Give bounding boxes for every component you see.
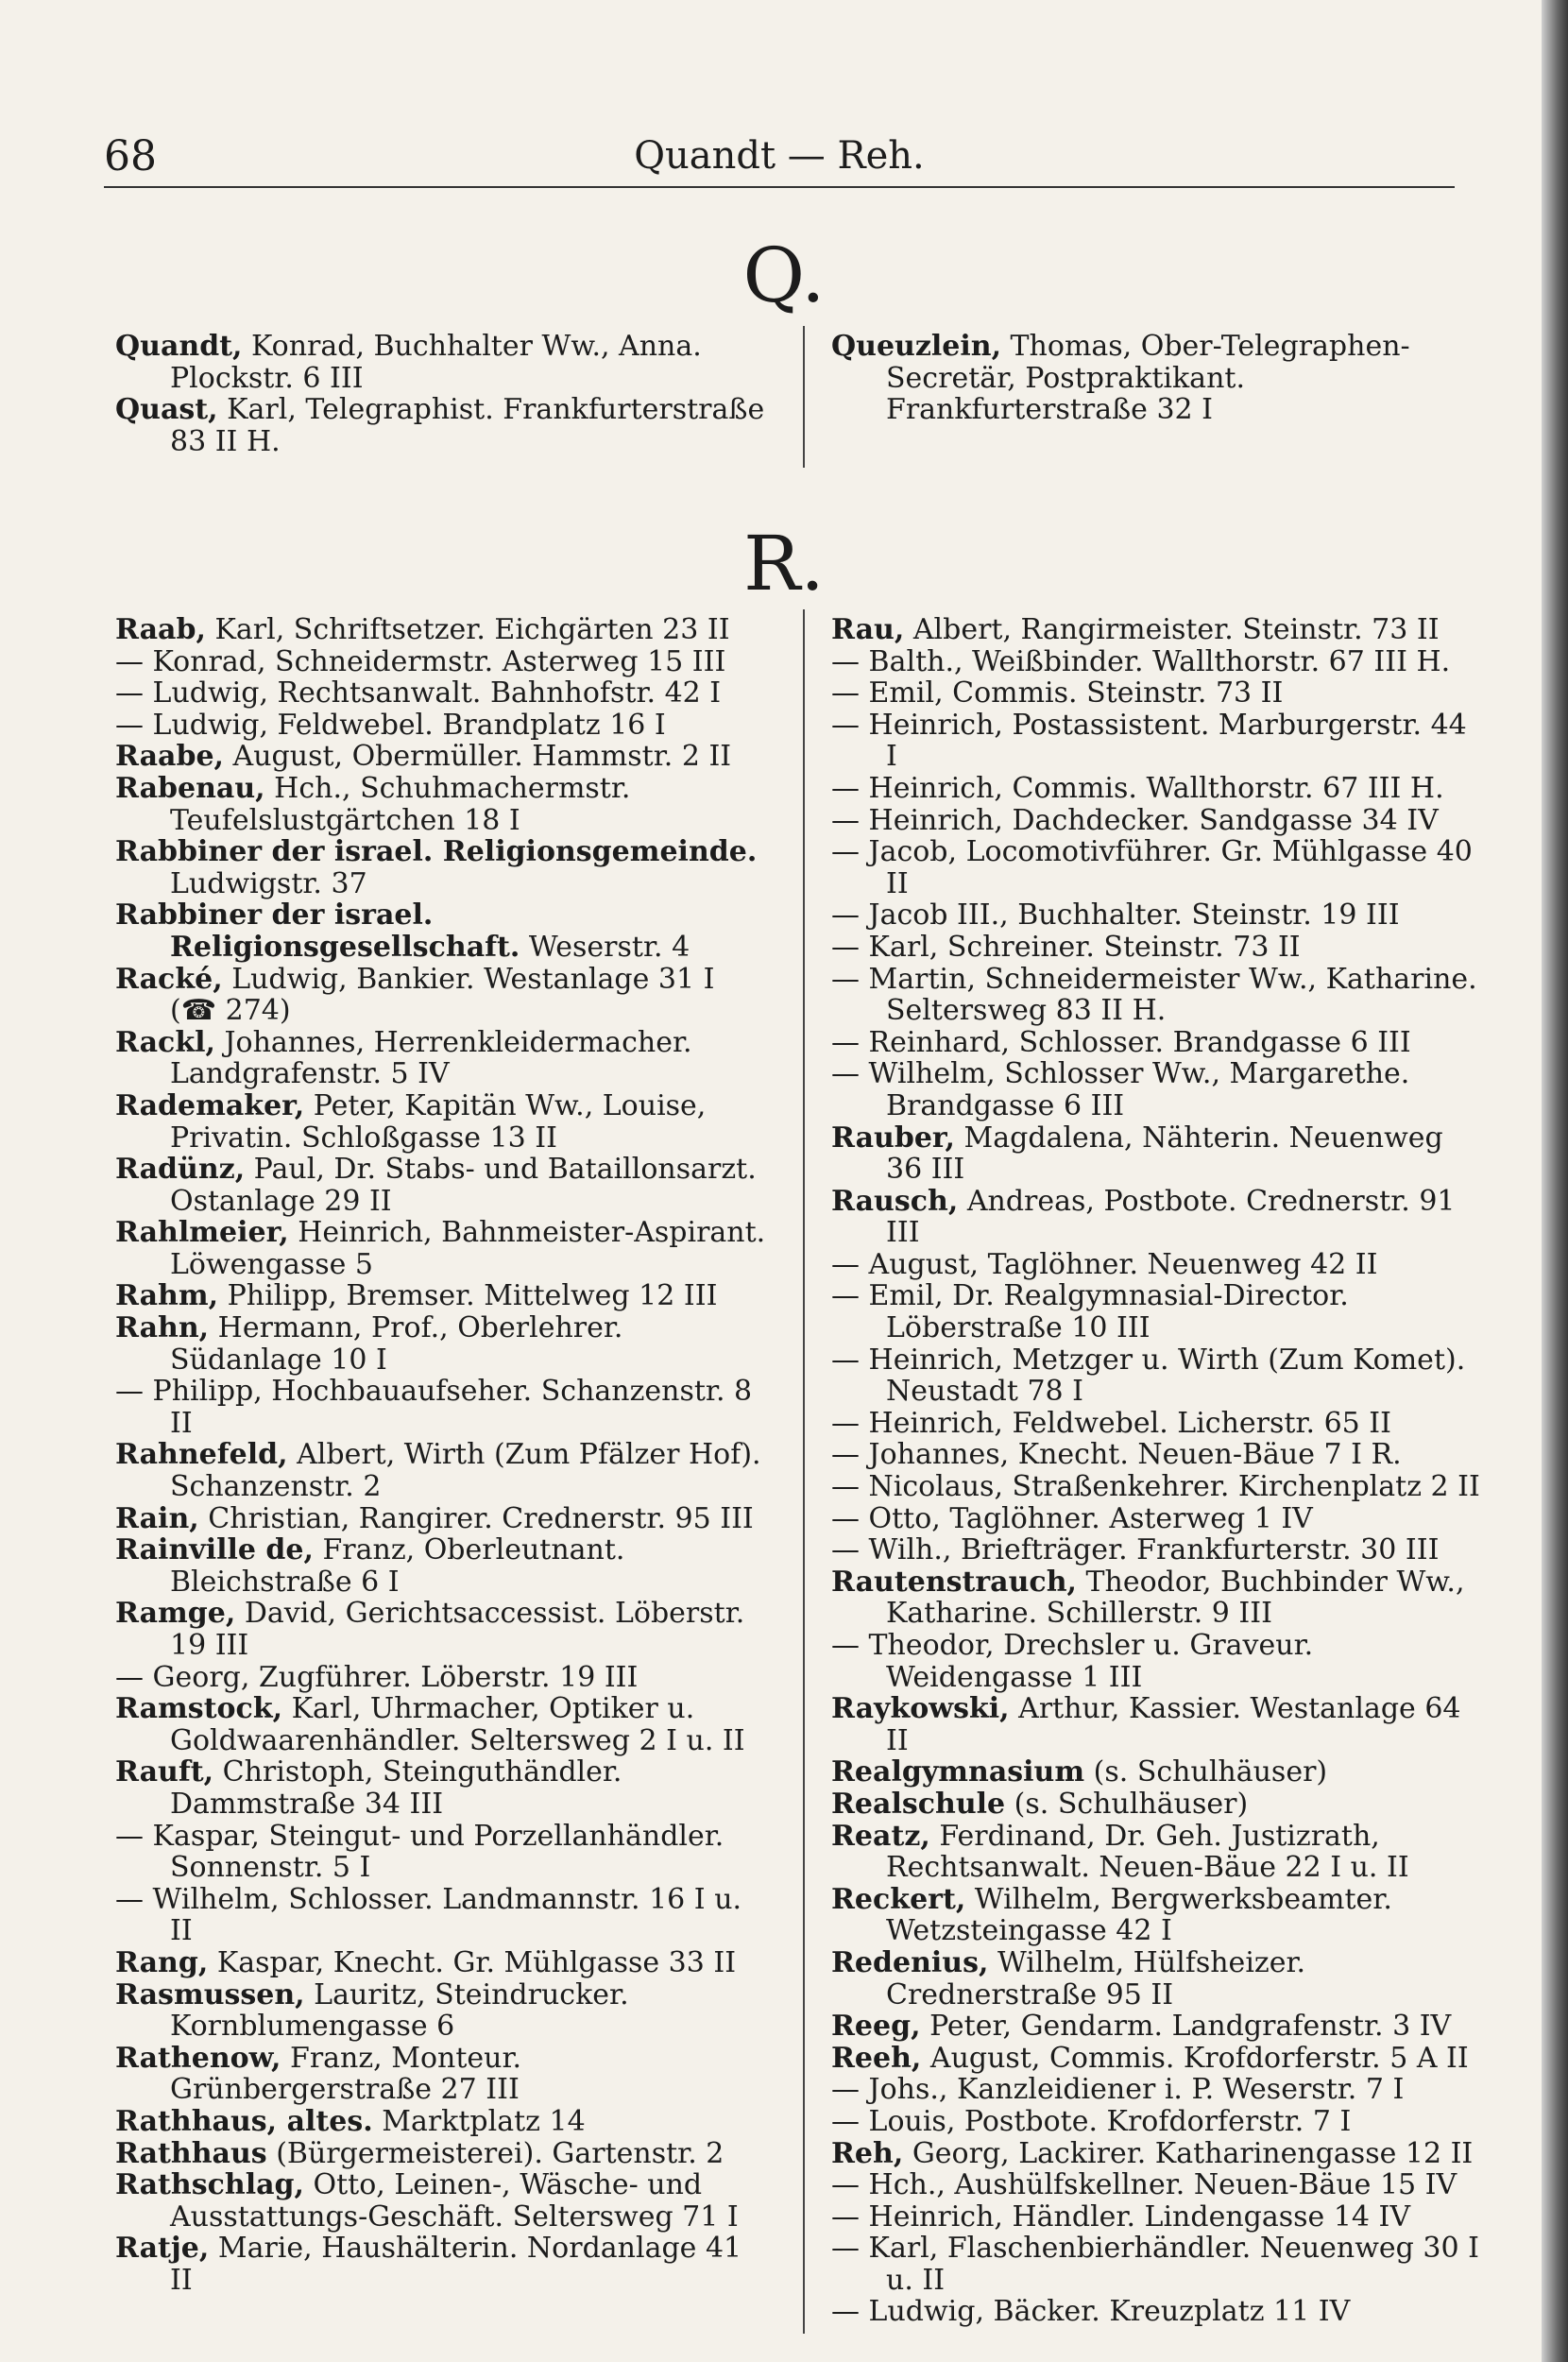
column-divider-q xyxy=(803,326,805,468)
directory-entry xyxy=(115,964,767,1027)
entry-text: — Karl, Schreiner. Steinstr. 73 II xyxy=(831,930,1301,964)
entry-text: — Heinrich, Commis. Wallthorstr. 67 III H. xyxy=(831,771,1444,805)
entry-text: — Wilh., Briefträger. Frankfurterstr. 30 III xyxy=(831,1533,1440,1567)
entry-text: Hermann, Prof., Oberlehrer. Südanlage 10 I xyxy=(170,1311,623,1377)
directory-entry xyxy=(115,1154,767,1217)
entry-headword: Rang, xyxy=(115,1945,209,1979)
directory-entry xyxy=(831,1693,1483,1756)
entry-headword: Rain, xyxy=(115,1501,199,1535)
entry-text: — Balth., Weißbinder. Wallthorstr. 67 III H. xyxy=(831,644,1451,678)
entry-text: David, Gerichtsaccessist. Löberstr. 19 III xyxy=(170,1597,745,1662)
directory-entry xyxy=(115,1376,767,1439)
entry-text: Christian, Rangirer. Crednerstr. 95 III xyxy=(198,1501,754,1535)
entry-text: — Ludwig, Rechtsanwalt. Bahnhofstr. 42 I xyxy=(115,676,722,710)
directory-entry xyxy=(115,2169,767,2233)
entry-text: August, Obermüller. Hammstr. 2 II xyxy=(224,740,732,774)
directory-entry xyxy=(831,1821,1483,1884)
directory-entry xyxy=(831,1027,1483,1059)
directory-entry xyxy=(831,331,1483,426)
entry-headword: Realschule xyxy=(831,1787,1006,1821)
entry-headword: Reeg, xyxy=(831,2010,921,2044)
directory-entry xyxy=(115,646,767,678)
entry-text: Ludwigstr. 37 xyxy=(170,866,367,900)
entry-headword: Rabbiner der israel. Religionsgesellschaft. xyxy=(115,899,520,964)
directory-entry xyxy=(115,1312,767,1376)
book-edge xyxy=(1542,0,1568,2362)
directory-entry xyxy=(831,614,1483,646)
entry-headword: Rautenstrauch, xyxy=(831,1565,1077,1599)
entry-text: — Heinrich, Händler. Lindengasse 14 IV xyxy=(831,2199,1411,2234)
entry-headword: Raab, xyxy=(115,613,206,646)
entry-text: — Emil, Dr. Realgymnasial-Director. Löberstraße 10 III xyxy=(831,1279,1349,1345)
entry-text: Marktplatz 14 xyxy=(372,2104,586,2138)
entry-text: (s. Schulhäuser) xyxy=(1005,1787,1249,1821)
directory-entry xyxy=(831,836,1483,899)
directory-entry xyxy=(115,1884,767,1947)
entry-text: Andreas, Postbote. Crednerstr. 91 III xyxy=(886,1184,1456,1250)
entry-text: Peter, Kapitän Ww., Louise, Privatin. Schloßgasse 13 II xyxy=(170,1088,707,1155)
directory-entry xyxy=(115,836,767,899)
entry-text: Arthur, Kassier. Westanlage 64 II xyxy=(886,1692,1461,1757)
directory-entry xyxy=(831,1439,1483,1471)
entry-headword: Raykowski, xyxy=(831,1692,1010,1726)
directory-entry xyxy=(115,1534,767,1598)
directory-entry xyxy=(115,1598,767,1661)
directory-entry xyxy=(831,710,1483,773)
column-q-right xyxy=(831,331,1483,426)
entry-text: — Kaspar, Steingut- und Porzellanhändler. Sonnenstr. 5 I xyxy=(115,1819,724,1885)
entry-headword: Reatz, xyxy=(831,1819,930,1853)
entry-text: — Georg, Zugführer. Löberstr. 19 III xyxy=(115,1660,639,1694)
directory-entry xyxy=(831,1789,1483,1821)
page-number: 68 xyxy=(104,132,157,180)
entry-text: Konrad, Buchhalter Ww., Anna. Plockstr. 6 III xyxy=(170,330,702,395)
entry-text: — Heinrich, Dachdecker. Sandgasse 34 IV xyxy=(831,803,1439,837)
directory-entry xyxy=(115,1947,767,1979)
entry-text: August, Commis. Krofdorferstr. 5 A II xyxy=(921,2041,1469,2075)
directory-entry xyxy=(831,646,1483,678)
entry-headword: Rasmussen, xyxy=(115,1977,305,2011)
directory-entry xyxy=(831,1756,1483,1789)
entry-text: — Wilhelm, Schlosser Ww., Margarethe. Brandgasse 6 III xyxy=(831,1057,1410,1122)
entry-headword: Rau, xyxy=(831,613,905,646)
header-rule xyxy=(104,186,1455,188)
directory-entry xyxy=(115,1503,767,1535)
entry-headword: Ramstock, xyxy=(115,1692,283,1726)
entry-text: — Johs., Kanzleidiener i. P. Weserstr. 7 I xyxy=(831,2073,1405,2107)
entry-text: Kaspar, Knecht. Gr. Mühlgasse 33 II xyxy=(208,1945,737,1979)
entry-text: Christoph, Steinguthändler. Dammstraße 34 III xyxy=(170,1755,622,1821)
entry-text: Weserstr. 4 xyxy=(520,930,690,964)
entry-text: — Heinrich, Metzger u. Wirth (Zum Komet). Neustadt 78 I xyxy=(831,1343,1466,1409)
entry-text: Johannes, Herrenkleidermacher. Landgrafenstr. 5 IV xyxy=(170,1025,692,1091)
directory-entry xyxy=(831,1280,1483,1344)
directory-entry xyxy=(831,1186,1483,1249)
entry-headword: Rauber, xyxy=(831,1121,956,1155)
directory-entry xyxy=(115,1756,767,1820)
directory-entry xyxy=(115,773,767,836)
directory-entry xyxy=(831,2296,1483,2328)
directory-entry xyxy=(831,677,1483,710)
directory-entry xyxy=(831,1947,1483,2011)
entry-text: — Otto, Taglöhner. Asterweg 1 IV xyxy=(831,1501,1313,1535)
entry-text: — Karl, Flaschenbierhändler. Neuenweg 30 I u. II xyxy=(831,2232,1479,2297)
entry-text: Lauritz, Steindrucker. Kornblumengasse 6 xyxy=(170,1977,629,2044)
directory-entry xyxy=(115,2043,767,2106)
directory-entry xyxy=(115,1693,767,1756)
directory-entry xyxy=(115,1979,767,2043)
entry-text: — Philipp, Hochbauaufseher. Schanzenstr. 8 II xyxy=(115,1375,753,1440)
directory-entry xyxy=(831,1344,1483,1408)
directory-entry xyxy=(831,2233,1483,2296)
entry-headword: Rathhaus xyxy=(115,2136,267,2170)
entry-text: Wilhelm, Bergwerksbeamter. Wetzsteingasse 42 I xyxy=(886,1882,1392,1948)
directory-entry xyxy=(115,1821,767,1884)
entry-headword: Rainville de, xyxy=(115,1533,314,1567)
directory-entry xyxy=(115,2233,767,2296)
directory-entry xyxy=(831,2043,1483,2075)
directory-entry xyxy=(831,2106,1483,2138)
entry-headword: Rademaker, xyxy=(115,1088,305,1122)
entry-headword: Ramge, xyxy=(115,1597,236,1631)
entry-text: Albert, Rangirmeister. Steinstr. 73 II xyxy=(904,613,1440,646)
entry-headword: Rauft, xyxy=(115,1755,214,1789)
entry-text: (Bürgermeisterei). Gartenstr. 2 xyxy=(266,2136,724,2170)
entry-headword: Rathhaus, altes. xyxy=(115,2104,373,2138)
entry-text: Magdalena, Nähterin. Neuenweg 36 III xyxy=(886,1121,1443,1187)
directory-entry xyxy=(831,1884,1483,1947)
entry-text: Georg, Lackirer. Katharinengasse 12 II xyxy=(903,2136,1474,2170)
directory-entry xyxy=(831,805,1483,837)
column-r-right xyxy=(831,614,1483,2328)
directory-entry xyxy=(831,1122,1483,1186)
entry-text: — Jacob, Locomotivführer. Gr. Mühlgasse 40 II xyxy=(831,835,1473,900)
entry-headword: Reckert, xyxy=(831,1882,966,1916)
entry-text: (s. Schulhäuser) xyxy=(1084,1755,1328,1789)
entry-headword: Queuzlein, xyxy=(831,330,1002,363)
column-q-left xyxy=(115,331,767,457)
entry-headword: Reh, xyxy=(831,2136,904,2170)
entry-text: — Johannes, Knecht. Neuen-Bäue 7 I R. xyxy=(831,1438,1402,1472)
entry-headword: Quandt, xyxy=(115,330,243,363)
entry-text: — Louis, Postbote. Krofdorferstr. 7 I xyxy=(831,2104,1352,2138)
entry-headword: Quast, xyxy=(115,393,218,427)
directory-entry xyxy=(831,1503,1483,1535)
entry-text: Hch., Schuhmachermstr. Teufelslustgärtchen 18 I xyxy=(170,771,631,837)
entry-text: Albert, Wirth (Zum Pfälzer Hof). Schanzenstr. 2 xyxy=(170,1438,761,1504)
directory-entry xyxy=(115,1280,767,1312)
directory-entry xyxy=(115,2106,767,2138)
entry-text: — Ludwig, Bäcker. Kreuzplatz 11 IV xyxy=(831,2295,1351,2329)
directory-entry xyxy=(115,331,767,394)
entry-text: Marie, Haushälterin. Nordanlage 41 II xyxy=(170,2232,742,2297)
directory-entry xyxy=(831,2201,1483,2234)
directory-entry xyxy=(115,614,767,646)
directory-entry xyxy=(831,2011,1483,2043)
directory-entry xyxy=(831,932,1483,964)
entry-text: Ludwig, Bankier. Westanlage 31 I (☎ 274) xyxy=(170,962,715,1028)
directory-entry xyxy=(831,2138,1483,2170)
directory-entry xyxy=(831,1408,1483,1440)
entry-text: Franz, Oberleutnant. Bleichstraße 6 I xyxy=(170,1533,625,1599)
directory-entry xyxy=(115,1439,767,1502)
entry-text: — Konrad, Schneidermstr. Asterweg 15 III xyxy=(115,644,726,678)
entry-text: — Wilhelm, Schlosser. Landmannstr. 16 I u. II xyxy=(115,1882,742,1948)
directory-entry xyxy=(831,1534,1483,1566)
entry-headword: Redenius, xyxy=(831,1945,989,1979)
directory-entry xyxy=(115,1662,767,1694)
entry-headword: Realgymnasium xyxy=(831,1755,1085,1789)
directory-entry xyxy=(115,741,767,773)
entry-text: Peter, Gendarm. Landgrafenstr. 3 IV xyxy=(920,2010,1452,2044)
entry-text: — Emil, Commis. Steinstr. 73 II xyxy=(831,676,1284,710)
entry-headword: Rackl, xyxy=(115,1025,215,1059)
entry-text: — Ludwig, Feldwebel. Brandplatz 16 I xyxy=(115,708,666,742)
column-divider-r xyxy=(803,609,805,2334)
entry-text: Karl, Telegraphist. Frankfurterstraße 83 II H. xyxy=(170,393,765,458)
column-r-left xyxy=(115,614,767,2296)
entry-headword: Radünz, xyxy=(115,1153,246,1187)
directory-entry xyxy=(831,1058,1483,1121)
directory-entry xyxy=(831,899,1483,932)
section-letter-r: R. xyxy=(743,520,825,608)
directory-entry xyxy=(115,394,767,457)
section-letter-q: Q. xyxy=(742,231,826,319)
entry-text: — Martin, Schneidermeister Ww., Katharine. Seltersweg 83 II H. xyxy=(831,962,1477,1028)
entry-text: Paul, Dr. Stabs- und Bataillonsarzt. Ostanlage 29 II xyxy=(170,1153,757,1218)
directory-entry xyxy=(831,1471,1483,1503)
page-header xyxy=(104,132,1455,189)
directory-entry xyxy=(831,773,1483,805)
entry-headword: Ratje, xyxy=(115,2232,210,2266)
directory-entry xyxy=(115,710,767,742)
directory-entry xyxy=(831,2074,1483,2106)
entry-text: Philipp, Bremser. Mittelweg 12 III xyxy=(218,1279,718,1313)
directory-entry xyxy=(831,2169,1483,2201)
entry-text: — Reinhard, Schlosser. Brandgasse 6 III xyxy=(831,1025,1411,1059)
entry-headword: Rausch, xyxy=(831,1184,959,1218)
entry-headword: Rahnefeld, xyxy=(115,1438,288,1472)
entry-headword: Rathschlag, xyxy=(115,2168,304,2202)
directory-entry xyxy=(831,1249,1483,1281)
entry-text: Karl, Uhrmacher, Optiker u. Goldwaarenhändler. Seltersweg 2 I u. II xyxy=(170,1692,745,1757)
directory-entry xyxy=(115,899,767,963)
entry-text: Heinrich, Bahnmeister-Aspirant. Löwengasse 5 xyxy=(170,1216,766,1281)
entry-text: — Theodor, Drechsler u. Graveur. Weidengasse 1 III xyxy=(831,1629,1314,1694)
entry-text: — Nicolaus, Straßenkehrer. Kirchenplatz 2 II xyxy=(831,1470,1480,1504)
entry-text: Wilhelm, Hülfsheizer. Crednerstraße 95 II xyxy=(886,1945,1306,2011)
entry-text: — Hch., Aushülfskellner. Neuen-Bäue 15 IV xyxy=(831,2168,1457,2202)
entry-text: — Heinrich, Feldwebel. Licherstr. 65 II xyxy=(831,1406,1391,1440)
entry-text: — August, Taglöhner. Neuenweg 42 II xyxy=(831,1247,1378,1281)
entry-headword: Racké, xyxy=(115,962,223,996)
directory-entry xyxy=(831,964,1483,1027)
entry-text: — Heinrich, Postassistent. Marburgerstr. 44 I xyxy=(831,708,1467,774)
entry-headword: Rahm, xyxy=(115,1279,219,1313)
directory-entry xyxy=(831,1566,1483,1630)
running-title: Quandt — Reh. xyxy=(634,134,925,178)
directory-entry xyxy=(115,2138,767,2170)
entry-text: — Jacob III., Buchhalter. Steinstr. 19 III xyxy=(831,899,1400,933)
entry-headword: Raabe, xyxy=(115,740,225,774)
entry-text: Otto, Leinen-, Wäsche- und Ausstattungs-Geschäft. Seltersweg 71 I xyxy=(170,2168,739,2234)
entry-headword: Rabenau, xyxy=(115,771,265,805)
directory-entry xyxy=(115,1027,767,1090)
directory-entry xyxy=(831,1630,1483,1693)
entry-headword: Rabbiner der israel. Religionsgemeinde. xyxy=(115,835,758,869)
entry-text: Franz, Monteur. Grünbergerstraße 27 III xyxy=(170,2041,522,2107)
entry-text: Thomas, Ober-Telegraphen-Secretär, Postpraktikant. Frankfurterstraße 32 I xyxy=(886,330,1410,427)
entry-headword: Rahn, xyxy=(115,1311,210,1345)
entry-headword: Rathenow, xyxy=(115,2041,281,2075)
entry-text: Karl, Schriftsetzer. Eichgärten 23 II xyxy=(205,613,730,646)
entry-text: Ferdinand, Dr. Geh. Justizrath, Rechtsanwalt. Neuen-Bäue 22 I u. II xyxy=(886,1819,1409,1885)
directory-entry xyxy=(115,1090,767,1154)
entry-headword: Reeh, xyxy=(831,2041,922,2075)
entry-headword: Rahlmeier, xyxy=(115,1216,289,1250)
directory-entry xyxy=(115,677,767,710)
directory-entry xyxy=(115,1217,767,1280)
entry-text: Theodor, Buchbinder Ww., Katharine. Schillerstr. 9 III xyxy=(886,1565,1465,1631)
